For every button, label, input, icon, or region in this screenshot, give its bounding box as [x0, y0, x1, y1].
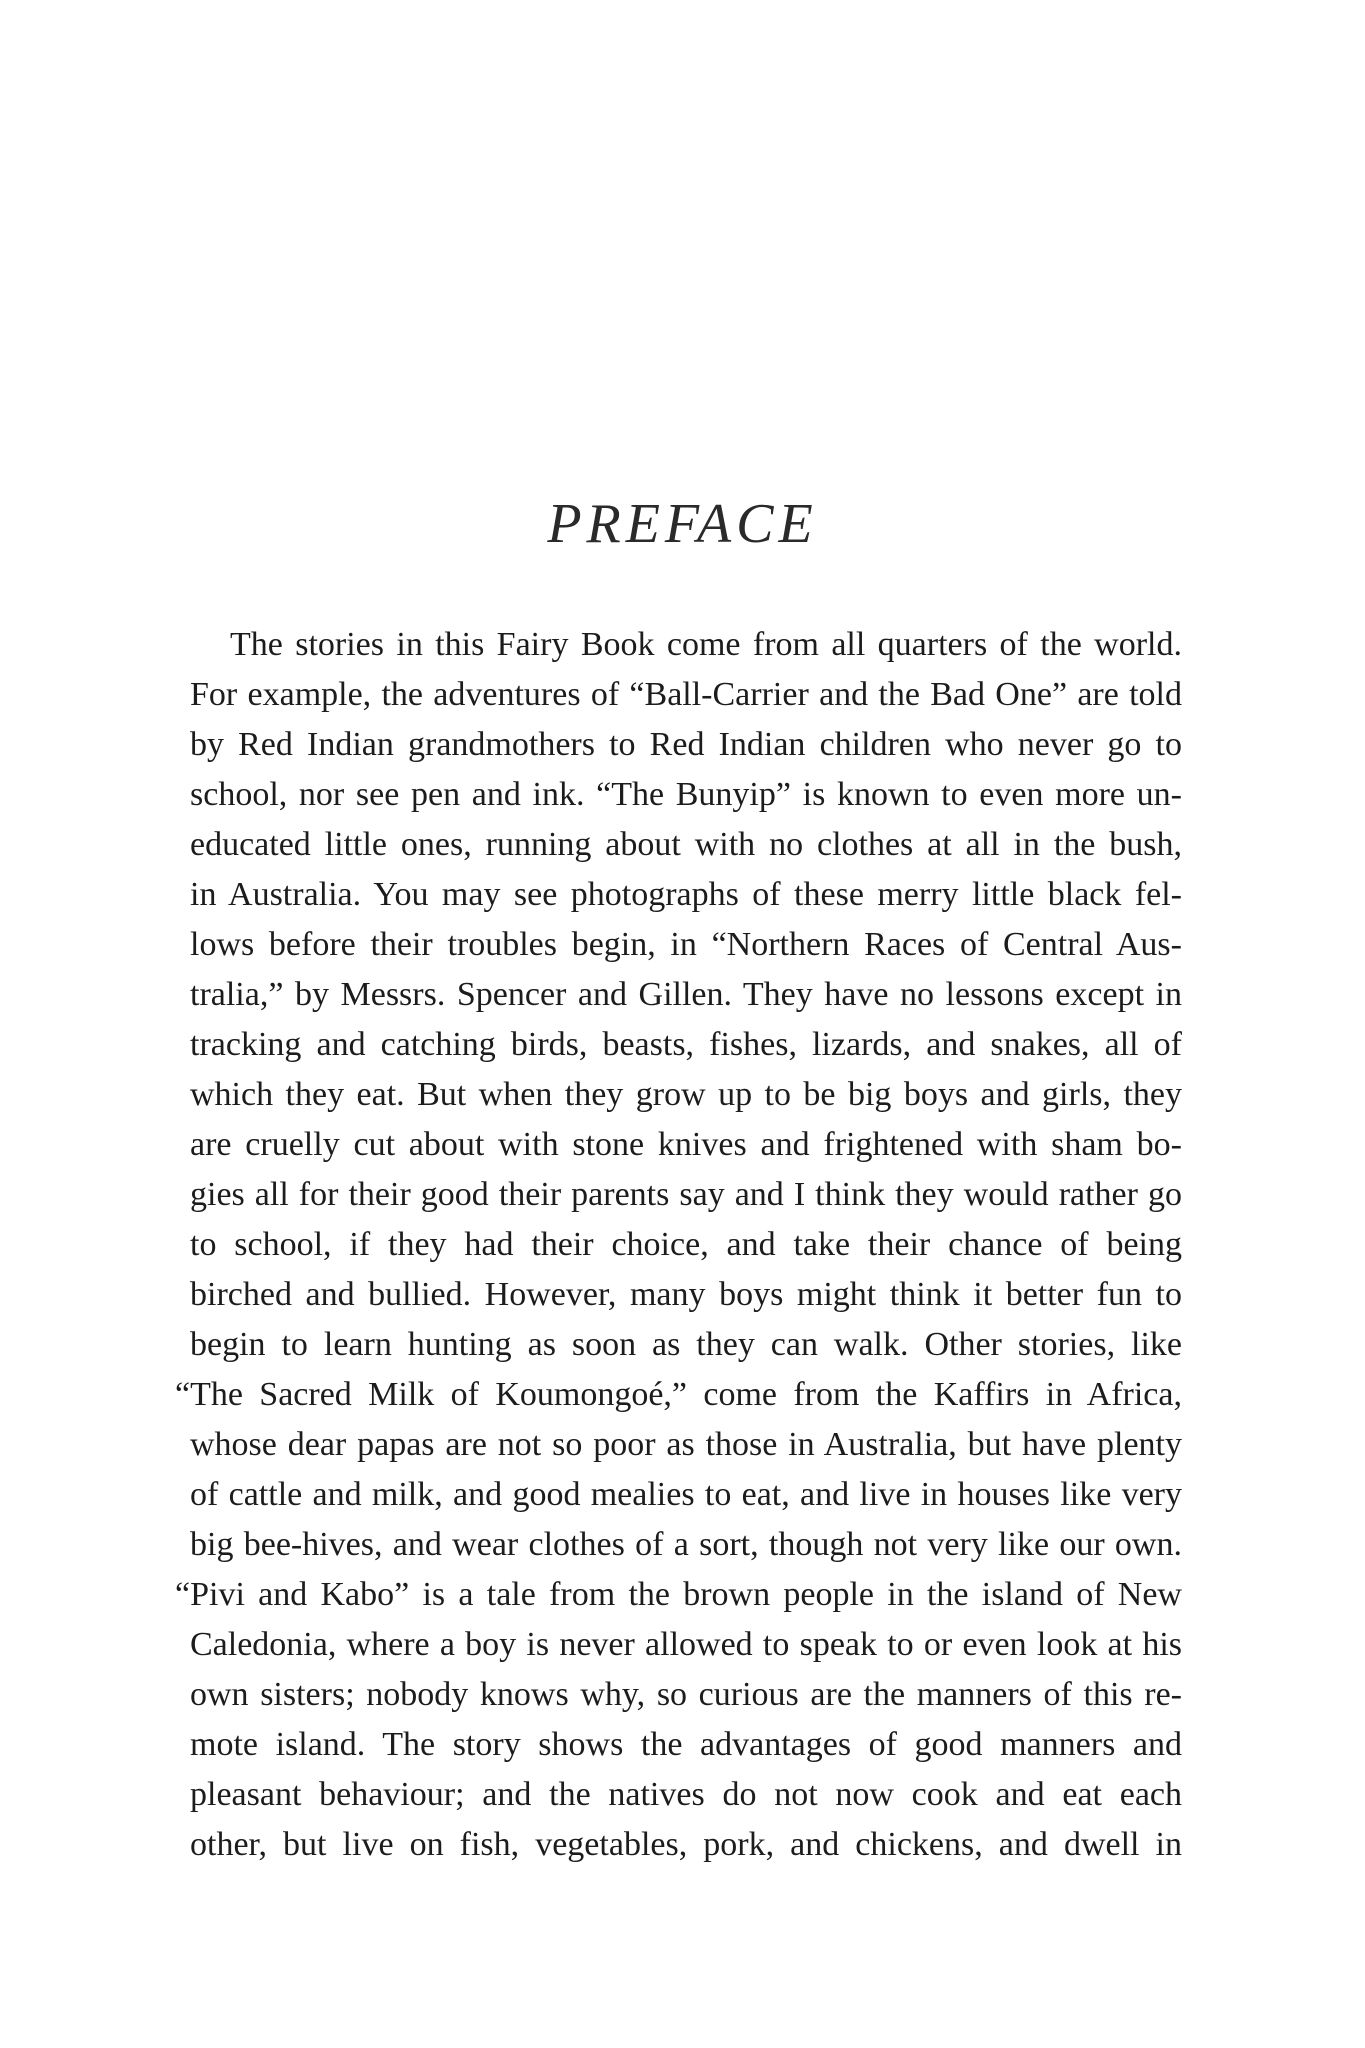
text-line: to school, if they had their choice, and take their chance of being	[190, 1226, 1182, 1263]
text-line: educated little ones, running about with no clothes at all in the bush,	[190, 826, 1182, 863]
text-line: lows before their troubles begin, in “Northern Races of Central Aus-	[190, 926, 1182, 963]
text-line: whose dear papas are not so poor as those in Australia, but have plenty	[190, 1426, 1182, 1463]
text-line: big bee-hives, and wear clothes of a sort, though not very like our own.	[190, 1526, 1182, 1563]
preface-paragraph	[175, 620, 1182, 1870]
text-line: are cruelly cut about with stone knives and frightened with sham bo-	[190, 1126, 1182, 1163]
text-line: For example, the adventures of “Ball-Carrier and the Bad One” are told	[190, 676, 1182, 713]
text-line: other, but live on fish, vegetables, pork, and chickens, and dwell in	[190, 1826, 1182, 1863]
text-line: of cattle and milk, and good mealies to eat, and live in houses like very	[190, 1476, 1182, 1513]
text-line: begin to learn hunting as soon as they can walk. Other stories, like	[190, 1326, 1182, 1363]
page-title: PREFACE	[547, 493, 818, 555]
text-line: own sisters; nobody knows why, so curious are the manners of this re-	[190, 1676, 1182, 1713]
text-line: gies all for their good their parents say and I think they would rather go	[190, 1176, 1182, 1213]
text-line: pleasant behaviour; and the natives do not now cook and eat each	[190, 1776, 1182, 1813]
text-line: tralia,” by Messrs. Spencer and Gillen. They have no lessons except in	[190, 976, 1182, 1013]
text-line: birched and bullied. However, many boys might think it better fun to	[190, 1276, 1182, 1313]
text-line: tracking and catching birds, beasts, fishes, lizards, and snakes, all of	[190, 1026, 1182, 1063]
text-line: which they eat. But when they grow up to be big boys and girls, they	[190, 1076, 1182, 1113]
text-line: school, nor see pen and ink. “The Bunyip” is known to even more un-	[190, 776, 1182, 813]
text-line: The stories in this Fairy Book come from all quarters of the world.	[230, 626, 1182, 663]
text-line: “The Sacred Milk of Koumongoé,” come from the Kaffirs in Africa,	[175, 1376, 1182, 1413]
text-line: in Australia. You may see photographs of these merry little black fel-	[190, 876, 1182, 913]
text-line: “Pivi and Kabo” is a tale from the brown people in the island of New	[175, 1576, 1182, 1613]
text-line: by Red Indian grandmothers to Red Indian children who never go to	[190, 726, 1182, 763]
text-line: mote island. The story shows the advantages of good manners and	[190, 1726, 1182, 1763]
text-line: Caledonia, where a boy is never allowed to speak to or even look at his	[190, 1626, 1182, 1663]
